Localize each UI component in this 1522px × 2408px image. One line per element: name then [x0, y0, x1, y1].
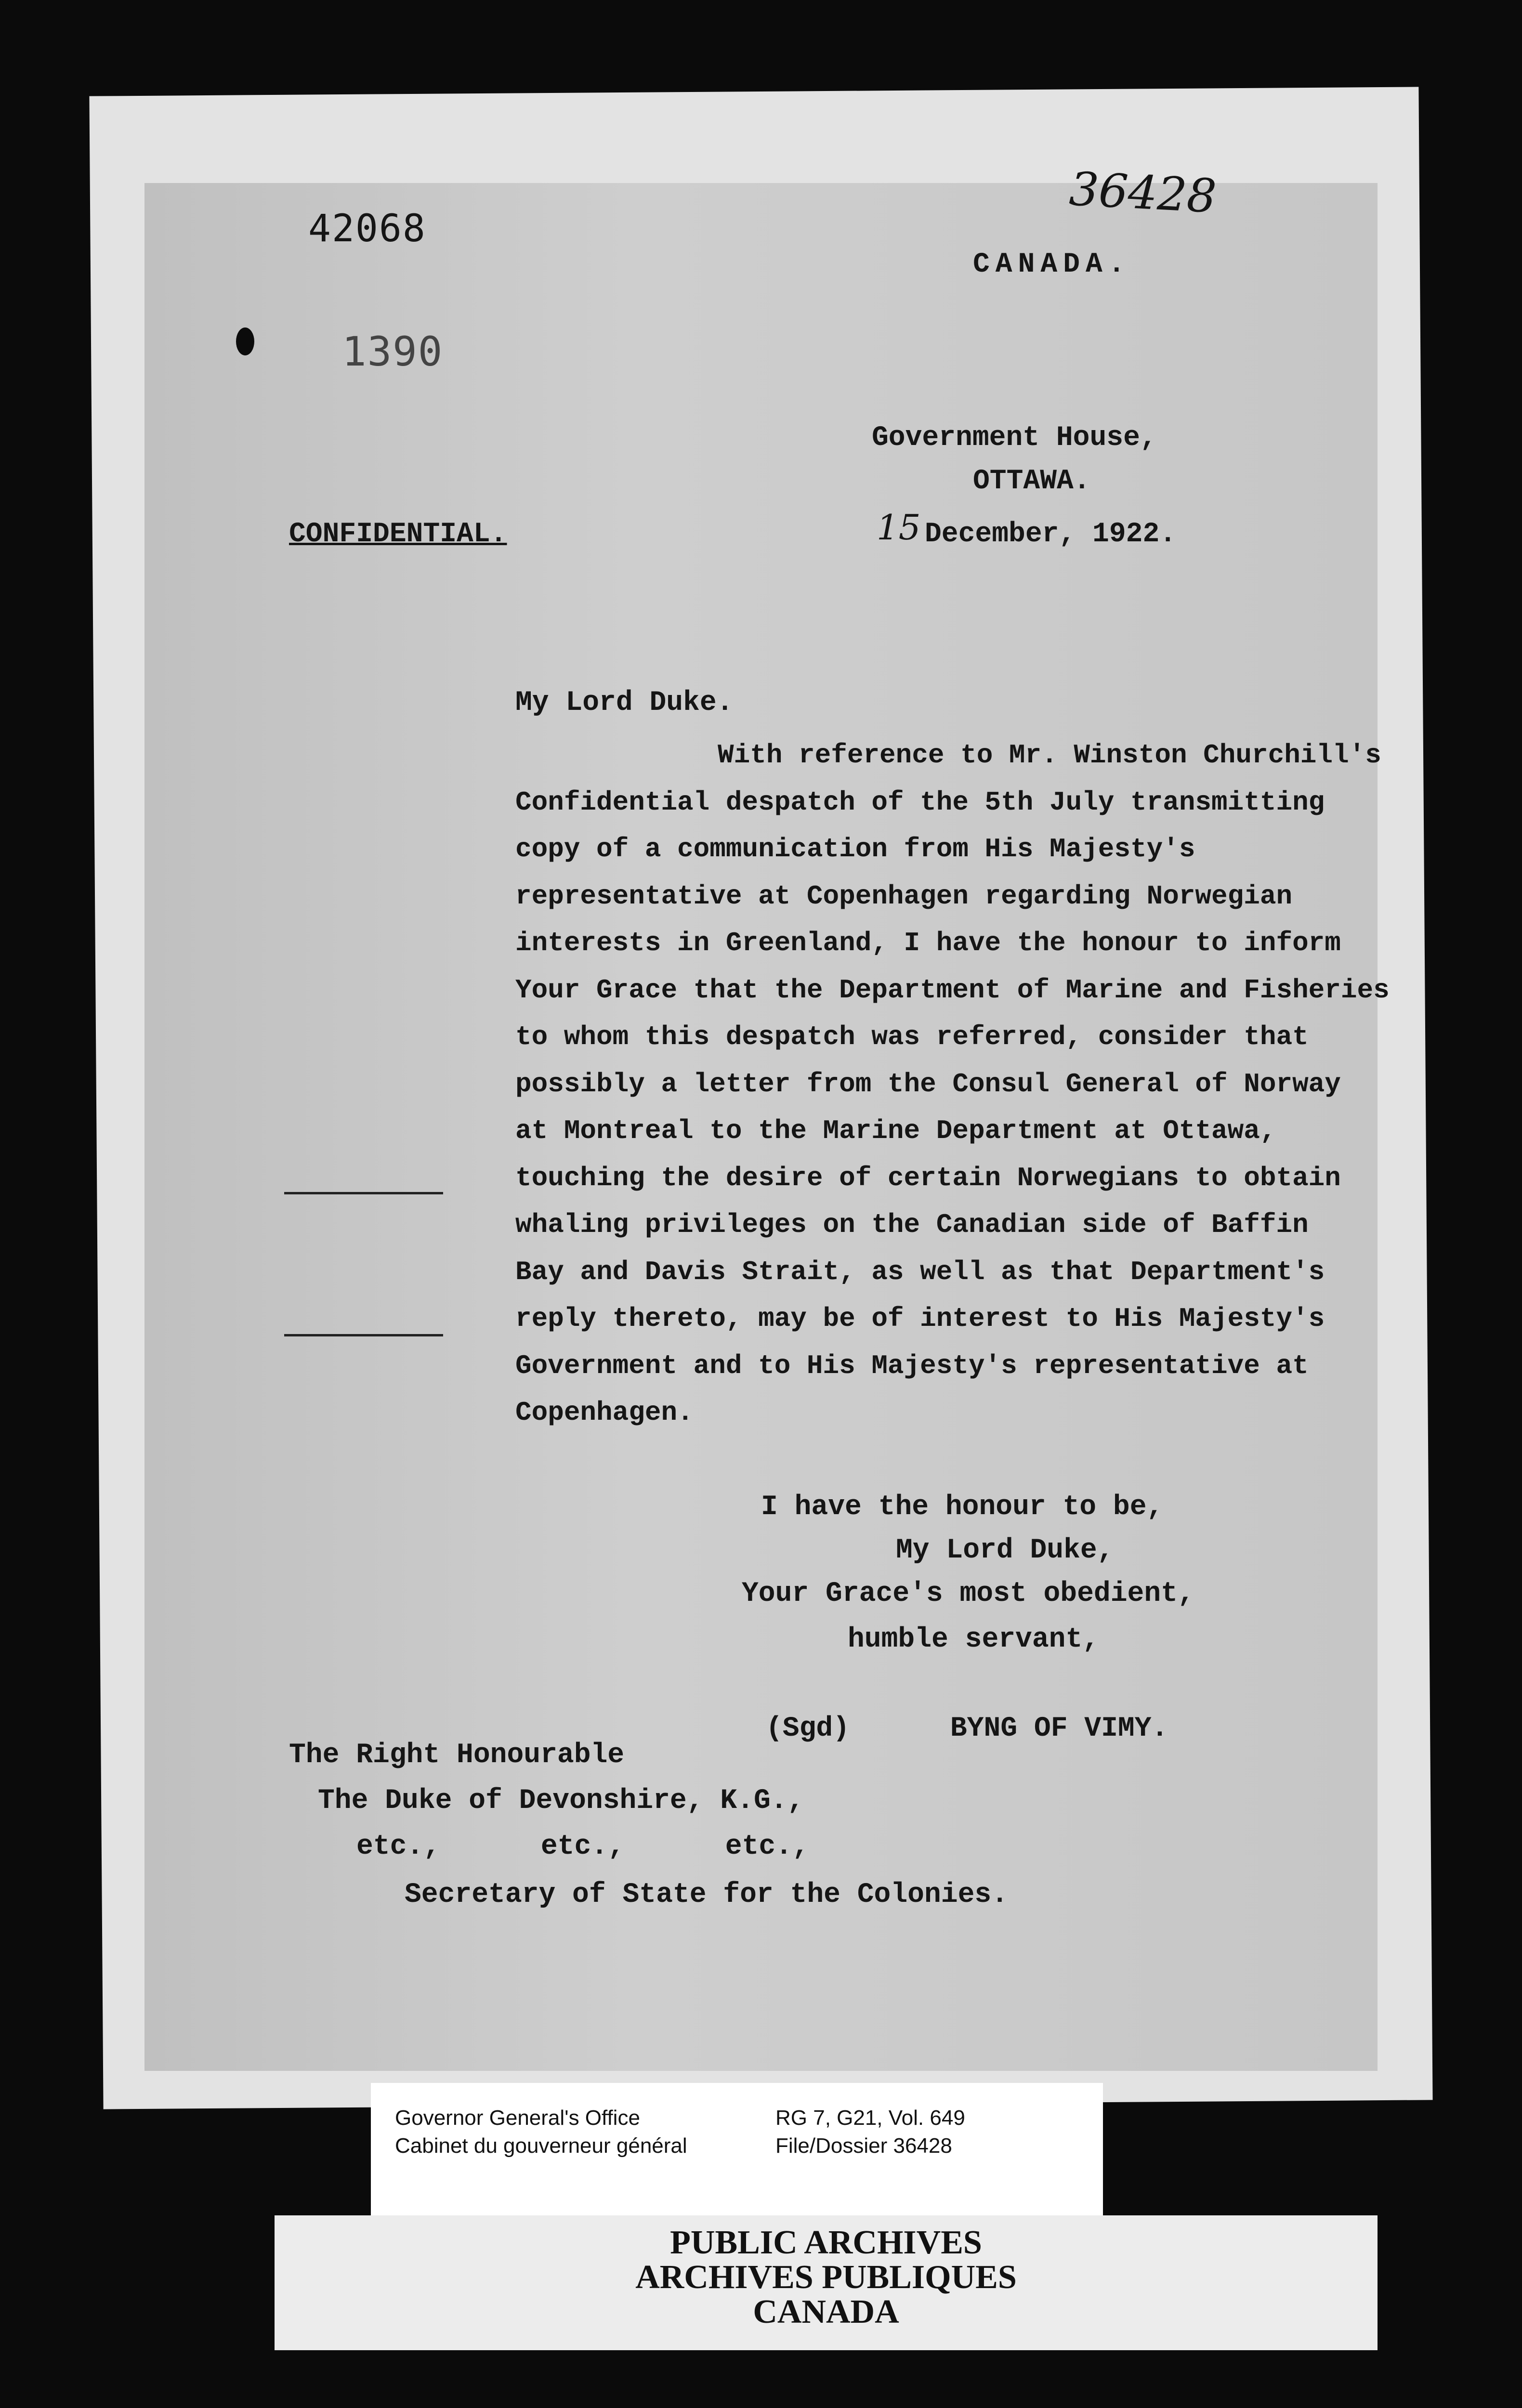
- body-line: Your Grace that the Department of Marine and Fisheries: [515, 974, 1390, 1006]
- punch-hole: [236, 327, 254, 355]
- body-line: representative at Copenhagen regarding Norwegian: [515, 880, 1293, 912]
- record-group-reference: RG 7, G21, Vol. 649: [775, 2106, 965, 2130]
- handwritten-day: 15: [877, 507, 921, 548]
- file-reference: File/Dossier 36428: [775, 2134, 952, 2158]
- body-line: interests in Greenland, I have the honour to inform: [515, 928, 1341, 958]
- addressee-line-3: etc., etc., etc.,: [356, 1831, 809, 1862]
- addressee-line-2: The Duke of Devonshire, K.G.,: [318, 1785, 804, 1817]
- file-number: 42068: [308, 207, 426, 250]
- margin-mark: [284, 1192, 443, 1194]
- body-line: With reference to Mr. Winston Churchill's: [718, 740, 1381, 771]
- body-line: copy of a communication from His Majesty's: [515, 834, 1195, 864]
- office-english: Governor General's Office: [395, 2106, 640, 2130]
- body-line: reply thereto, may be of interest to His Majesty's: [515, 1303, 1325, 1334]
- address-line-1: Government House,: [872, 422, 1157, 454]
- body-line: Copenhagen.: [515, 1397, 694, 1428]
- office-french: Cabinet du gouverneur général: [395, 2134, 687, 2158]
- letter-date: December, 1922.: [925, 519, 1177, 550]
- addressee-line-1: The Right Honourable: [289, 1740, 625, 1771]
- body-line: at Montreal to the Marine Department at Ottawa,: [515, 1115, 1276, 1146]
- body-line: Confidential despatch of the 5th July transmitting: [515, 786, 1325, 818]
- body-line: whaling privileges on the Canadian side of Baffin: [515, 1209, 1309, 1240]
- register-number: 1390: [342, 328, 444, 375]
- letter-page: [144, 162, 1390, 2071]
- addressee-line-4: Secretary of State for the Colonies.: [405, 1879, 1009, 1911]
- body-line: Bay and Davis Strait, as well as that Department's: [515, 1256, 1325, 1287]
- handwritten-file-number: 36428: [1068, 162, 1218, 223]
- closing-line-2: My Lord Duke,: [896, 1535, 1114, 1566]
- closing-line-1: I have the honour to be,: [761, 1492, 1164, 1523]
- body-line: touching the desire of certain Norwegians to obtain: [515, 1162, 1341, 1193]
- country-heading: CANADA.: [973, 249, 1131, 280]
- closing-line-3: Your Grace's most obedient,: [742, 1578, 1194, 1610]
- stamp-line-english: PUBLIC ARCHIVES: [670, 2224, 982, 2261]
- body-line: Government and to His Majesty's representative at: [515, 1350, 1309, 1381]
- stamp-line-country: CANADA: [753, 2293, 899, 2330]
- salutation: My Lord Duke.: [515, 687, 734, 719]
- address-line-2: OTTAWA.: [973, 466, 1090, 497]
- signature: (Sgd) BYNG OF VIMY.: [766, 1713, 1168, 1744]
- archive-reference-label: [371, 2083, 1103, 2223]
- body-line: possibly a letter from the Consul General of Norway: [515, 1068, 1341, 1099]
- margin-mark: [284, 1334, 443, 1336]
- body-line: to whom this despatch was referred, consider that: [515, 1021, 1309, 1052]
- letter-body: [515, 732, 1390, 1437]
- closing-line-4: humble servant,: [848, 1624, 1100, 1655]
- stamp-line-french: ARCHIVES PUBLIQUES: [635, 2259, 1017, 2296]
- classification: CONFIDENTIAL.: [289, 519, 507, 550]
- archive-stamp: [275, 2215, 1378, 2350]
